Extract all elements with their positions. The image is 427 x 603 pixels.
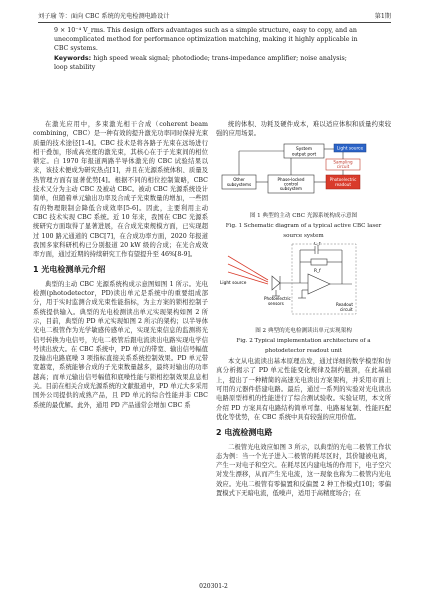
fig1-sample-label: Sampling — [333, 159, 353, 165]
fig1-pll-label: Phase-locked — [277, 176, 305, 182]
abstract-block — [44, 26, 394, 72]
running-header — [38, 11, 391, 23]
fig2-readout-label-2: circuit — [340, 306, 353, 312]
section1-summary-paragraph: 本文从电流读出基本原理出发，通过详细的数学模型和仿真分析揭示了 PD 单元性能变化规律及制约瓶颈，在此基础上，提出了一种精简的高速光电读出方案架构，并采用市面上可用的元器件搭建电路。最后，通过一系列的实验对光电读出电路原型样机的性能进行了综合测试验收。实验证明，本文所介绍 PD 方案具有电路结构简单可靠、电路易复制、性能匹配优化等优势，在 CBC 系统中具有较强的应用价值。 — [216, 358, 391, 421]
section2-paragraph: 二极管光电效应如图 3 所示，以典型的光电二极管工作状态为例：当一个光子进入二极管的耗尽区时，其价键被电离，产生一对电子和空穴。在耗尽区内建电场的作用下，电子空穴对发生漂移，从而产生光电流，这一现象也称为二极管内光电效应。光电二极管有零偏置和反偏置 2 种工作模式[10]；零偏置模式下无暗电流，低噪声，适用于高精度场合；在 — [216, 443, 391, 498]
fig2-pe-label-2: sensors — [268, 300, 284, 306]
figure-2 — [216, 242, 391, 355]
section-heading-1: 1 光电检测单元介绍 — [33, 265, 106, 275]
abstract-line: 9 × 10⁻⁴ V_rms. This design offers advantages such as a simple structure, easy to copy, and an — [54, 27, 357, 34]
page-footer: 020301-2 — [199, 583, 228, 590]
running-header-page: 第1期 — [374, 13, 391, 20]
figure-1-caption-cn: 图 1 典型的主动 CBC 光源系统构成示意图 — [249, 212, 358, 219]
fig1-pll-label-3: subsystem — [279, 185, 303, 191]
abstract-line: unecomplicated method for performance optimization matching, making it highly applicable in — [54, 36, 358, 44]
fig2-rf-label: R_f — [314, 268, 321, 274]
left-column — [33, 120, 208, 410]
section1-paragraph: 典型的主动 CBC 光源系统构成示意图如图 1 所示。光电检测(photodetector，PD)读出单元是系统中的重要组成部分，用于实时监测合成光束性能指标，为主方案的锁相控制子系统提供输入。典型的光电检测读出单元实现架构如图 2 所示，目前，典型的 PD 单元实现如图 2 所示的架构；以半导体光电二极管作为光学敏感传感单元，实现光束信息的监测将光信号转换为电信号，光电二极管后跟电流读出电路实现电学信号读出放大。在 CBC 系统中，PD 单元的带宽、输出信号幅值及输出电路底噪 3 项指标直接关系系统控制效果。PD 单元带宽越宽，系统能够合成的子光束数量越多，最终对输出的功率越高；而单元输出信号幅值和底噪性能与锁相控制效果息息相关。目前在相关合成光源系统的文献报道中，PD 单元大多采用国外公司提供的成熟产品，且 PD 单元的综合性能并非 CBC 系统的最优解。此外，通用 PD 产品通常会增加 CBC 系 — [33, 280, 209, 409]
fig1-pd-label-2: readout — [335, 181, 351, 187]
fig2-light-label: Light source — [220, 280, 247, 286]
right-column — [216, 120, 391, 498]
fig2-readout-label: Readout — [336, 301, 353, 307]
header-rule — [38, 22, 391, 23]
keywords-label: Keywords: — [54, 54, 92, 62]
figure-1-caption-en: Fig. 1 Schematic diagram of a typical active CBC laser — [225, 222, 382, 229]
running-header-authors: 刘子瑜 等：面向 CBC 系统的光电检测电路设计 — [38, 13, 170, 20]
fig1-pll-label-2: control — [283, 181, 299, 187]
fig1-sys-out-label-2: output port — [291, 152, 317, 158]
figure-2-caption-en: Fig. 2 Typical implementation architecture of a — [236, 338, 371, 345]
fig2-pe-label: Photoelectric — [264, 295, 291, 301]
figure-2-caption-en-2: photodetector readout unit — [265, 348, 342, 355]
fig1-sample-label-2: circuit — [336, 163, 350, 169]
figure-2-caption-cn: 图 2 典型的光电检测读出单元实现架构 — [255, 328, 352, 335]
figure-2-diagram — [216, 242, 391, 322]
keywords-text-2: loop stability — [54, 63, 96, 71]
fig1-other-label-2: subsystems — [226, 181, 252, 187]
figure-1 — [216, 141, 391, 240]
figure-1-diagram — [216, 141, 391, 207]
intro-paragraph: 在激光应用中，多束激光相干合成（coherent beam combining，CBC）是一种有效的提升激光功率同时保持光束质量的技术途径[1-4]。CBC 技术是将各路子光束在远场进行相干叠加，形成高亮度的激光束，其核心在于子光束间的相位锁定。自 1970 年报道两路半导体激光的 CBC 试验结果以来，该技术便成为研究热点[1]，并且在光源系统体积、质量及热管理方面有显著优势[4]。根据不同的相位控制策略，CBC 技术又分为主动 CBC 及被动 CBC。被动 CBC 光源系统设计简单，但随着单元输出功率及合成子光束数量的增加，一些固有的物理限制会降低合成效率[5-6]。因此，主要利用主动 CBC 技术实现 CBC 系统。近 10 年来，我国在 CBC 光源系统研究方面取得了显著进展，在合成光束规模方面，已实现超过 100 路元通道的 CBC[7]，在合成功率方面，2020 年报道我国多家科研机构已分别报道 20 kW 级的合成；在光合成效率方面，通过近期的持续研究工作有望提升至 46%[8-9]。 — [33, 121, 208, 259]
fig1-other-label: Other — [233, 176, 245, 182]
fig2-cf-label: C_f — [314, 241, 321, 247]
keywords-text: high speed weak signal; photodiode; trans-impedance amplifier; noise analysis; — [93, 54, 347, 62]
section-heading-2: 2 电流检测电路 — [216, 428, 273, 438]
fig1-pd-label: Photoelectric — [329, 176, 357, 182]
abstract-line: CBC systems. — [54, 45, 98, 53]
figure-1-caption-en-2: source system — [283, 232, 324, 239]
fig1-light-label: Light source — [336, 146, 364, 152]
intro-paragraph-cont: 统的体积、功耗及硬件成本，难以适应体积和质量约束较强的应用场景。 — [216, 121, 391, 138]
fig1-sys-out-label: System — [295, 146, 313, 152]
